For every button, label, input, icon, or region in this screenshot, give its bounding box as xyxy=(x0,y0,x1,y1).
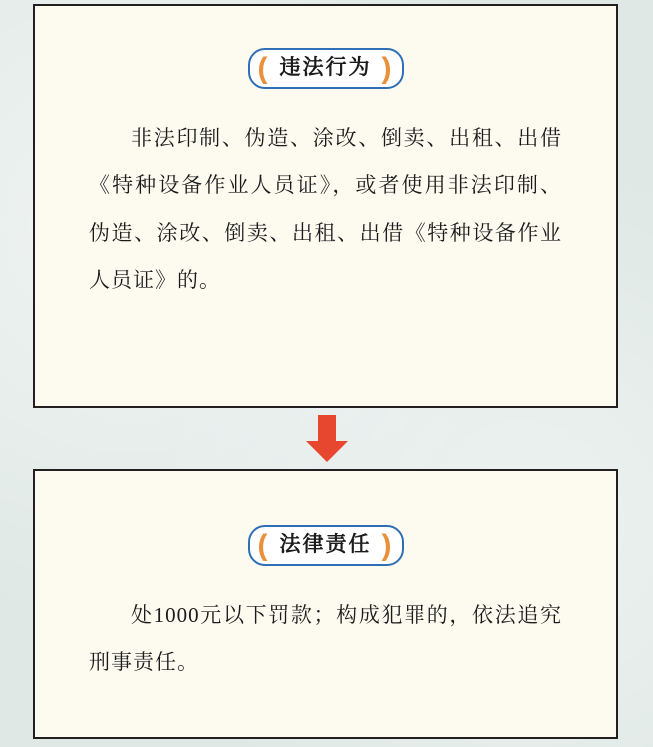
liability-card xyxy=(33,469,618,739)
violation-badge xyxy=(248,48,404,89)
violation-badge-wrap xyxy=(35,48,616,89)
left-paren-icon: ( xyxy=(257,51,270,85)
violation-badge-label: 违法行为 xyxy=(279,56,372,79)
right-paren-icon: ) xyxy=(381,528,394,562)
violation-card xyxy=(33,4,618,408)
down-arrow-icon xyxy=(304,415,350,463)
violation-body-text: 非法印制、伪造、涂改、倒卖、出租、出借《特种设备作业人员证》，或者使用非法印制、伪造、涂改、倒卖、出租、出借《特种设备作业人员证》的。 xyxy=(89,126,562,292)
liability-badge-wrap xyxy=(35,525,616,566)
liability-body-text: 处1000元以下罚款；构成犯罪的，依法追究刑事责任。 xyxy=(89,603,562,675)
liability-badge xyxy=(248,525,404,566)
liability-badge-label: 法律责任 xyxy=(279,533,372,556)
left-paren-icon: ( xyxy=(257,528,270,562)
right-paren-icon: ) xyxy=(381,51,394,85)
